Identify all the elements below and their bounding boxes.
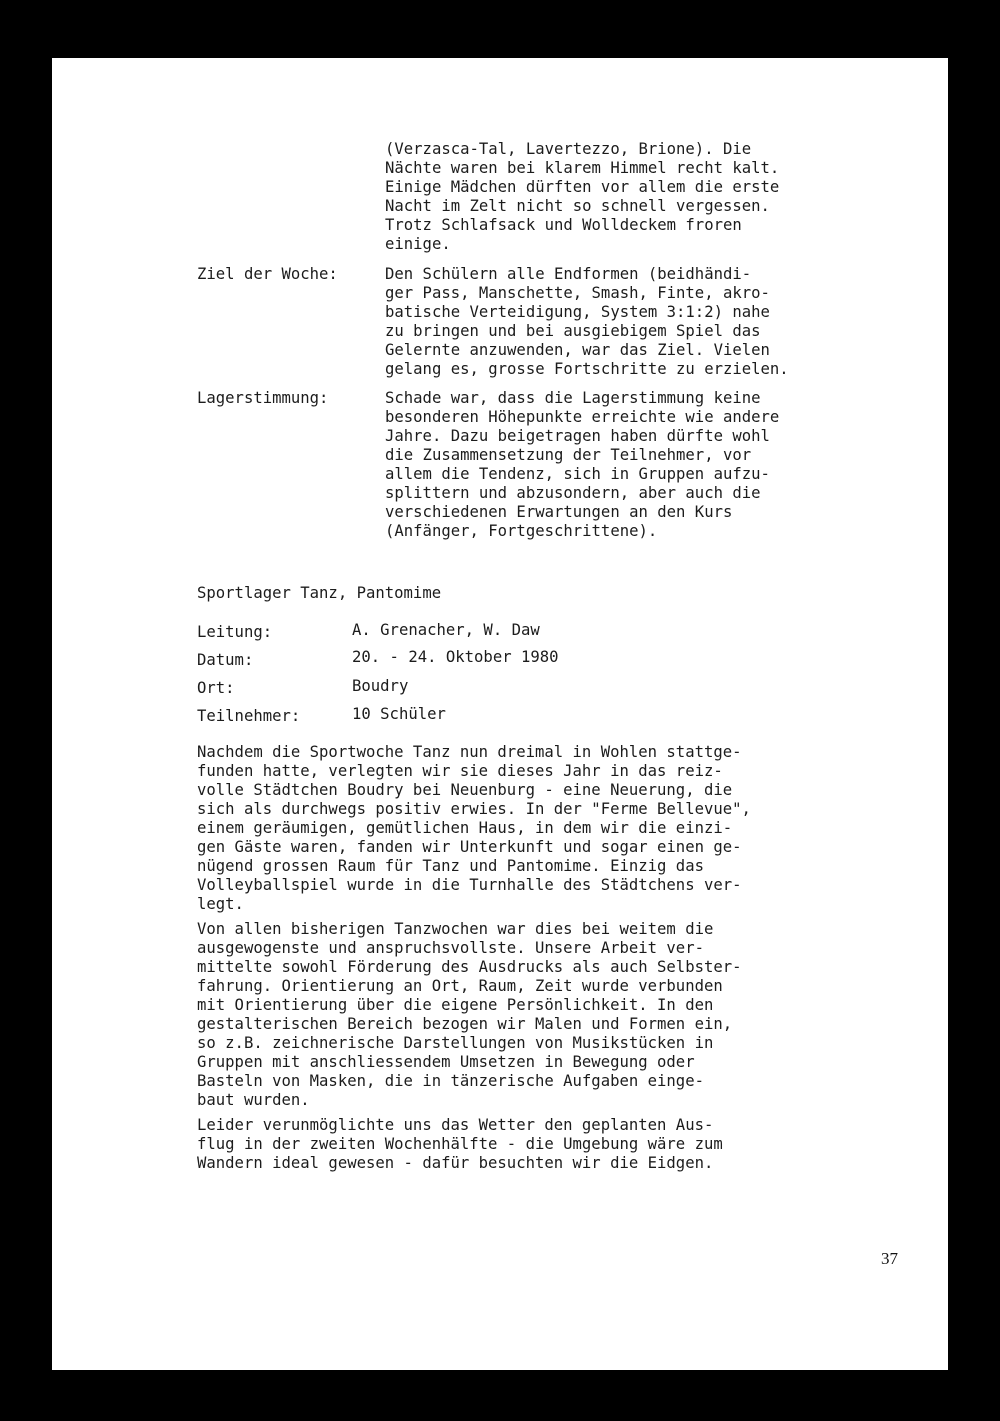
page-content [52,58,948,1370]
text-line: Basteln von Masken, die in tänzerische Aufgaben einge- [197,1072,704,1090]
text-line: gestalterischen Bereich bezogen wir Malen und Formen ein, [197,1015,733,1033]
detail-value-ort: Boudry [352,677,409,695]
text-line: Jahre. Dazu beigetragen haben dürfte wohl [385,427,770,445]
text-line: mit Orientierung über die eigene Persönlichkeit. In den [197,996,714,1014]
text-line: Den Schülern alle Endformen (beidhändi- [385,265,752,283]
detail-label-ort: Ort: [197,679,235,697]
text-line: Trotz Schlafsack und Wolldeckem froren [385,216,742,234]
text-line: Nächte waren bei klarem Himmel recht kalt. [385,159,780,177]
text-line: flug in der zweiten Wochenhälfte - die Umgebung wäre zum [197,1135,723,1153]
detail-label-datum: Datum: [197,651,254,669]
text-line: nügend grossen Raum für Tanz und Pantomime. Einzig das [197,857,704,875]
text-line: mittelte sowohl Förderung des Ausdrucks als auch Selbster- [197,958,742,976]
text-line: baut wurden. [197,1091,310,1109]
text-line: (Anfänger, Fortgeschrittene). [385,522,658,540]
text-line: gen Gäste waren, fanden wir Unterkunft und sogar einen ge- [197,838,742,856]
lagerstimmung-label: Lagerstimmung: [197,389,329,407]
detail-label-teilnehmer: Teilnehmer: [197,707,301,725]
text-line: Einige Mädchen dürften vor allem die erste [385,178,780,196]
detail-value-teilnehmer: 10 Schüler [352,705,446,723]
text-line: allem die Tendenz, sich in Gruppen aufzu- [385,465,770,483]
text-line: Wandern ideal gewesen - dafür besuchten wir die Eidgen. [197,1154,714,1172]
text-line: Nachdem die Sportwoche Tanz nun dreimal in Wohlen stattge- [197,743,742,761]
text-line: Von allen bisherigen Tanzwochen war dies bei weitem die [197,920,714,938]
text-line: die Zusammensetzung der Teilnehmer, vor [385,446,752,464]
section-title: Sportlager Tanz, Pantomime [197,584,442,602]
text-line: besonderen Höhepunkte erreichte wie andere [385,408,780,426]
detail-value-datum: 20. - 24. Oktober 1980 [352,648,559,666]
text-line: Volleyballspiel wurde in die Turnhalle des Städtchens ver- [197,876,742,894]
text-line: Nacht im Zelt nicht so schnell vergessen. [385,197,770,215]
text-line: fahrung. Orientierung an Ort, Raum, Zeit wurde verbunden [197,977,723,995]
text-line: Leider verunmöglichte uns das Wetter den geplanten Aus- [197,1116,714,1134]
page-number: 37 [881,1249,898,1268]
detail-label-leitung: Leitung: [197,623,273,641]
text-line: volle Städtchen Boudry bei Neuenburg - eine Neuerung, die [197,781,733,799]
text-line: verschiedenen Erwartungen an den Kurs [385,503,733,521]
text-line: (Verzasca-Tal, Lavertezzo, Brione). Die [385,140,752,158]
text-line: splittern und abzusondern, aber auch die [385,484,761,502]
text-line: einige. [385,235,451,253]
text-line: sich als durchwegs positiv erwies. In der "Ferme Bellevue", [197,800,751,818]
detail-value-leitung: A. Grenacher, W. Daw [352,621,540,639]
text-line: funden hatte, verlegten wir sie dieses Jahr in das reiz- [197,762,723,780]
text-line: Gruppen mit anschliessendem Umsetzen in Bewegung oder [197,1053,695,1071]
text-line: ger Pass, Manschette, Smash, Finte, akro- [385,284,770,302]
text-line: so z.B. zeichnerische Darstellungen von Musikstücken in [197,1034,714,1052]
document-page [52,58,948,1370]
text-line: Schade war, dass die Lagerstimmung keine [385,389,761,407]
text-line: ausgewogenste und anspruchsvollste. Unsere Arbeit ver- [197,939,704,957]
text-line: legt. [197,895,244,913]
text-line: einem geräumigen, gemütlichen Haus, in dem wir die einzi- [197,819,733,837]
text-line: gelang es, grosse Fortschritte zu erzielen. [385,360,789,378]
text-line: batische Verteidigung, System 3:1:2) nahe [385,303,770,321]
text-line: zu bringen und bei ausgiebigem Spiel das [385,322,761,340]
text-line: Gelernte anzuwenden, war das Ziel. Vielen [385,341,770,359]
ziel-label: Ziel der Woche: [197,265,338,283]
